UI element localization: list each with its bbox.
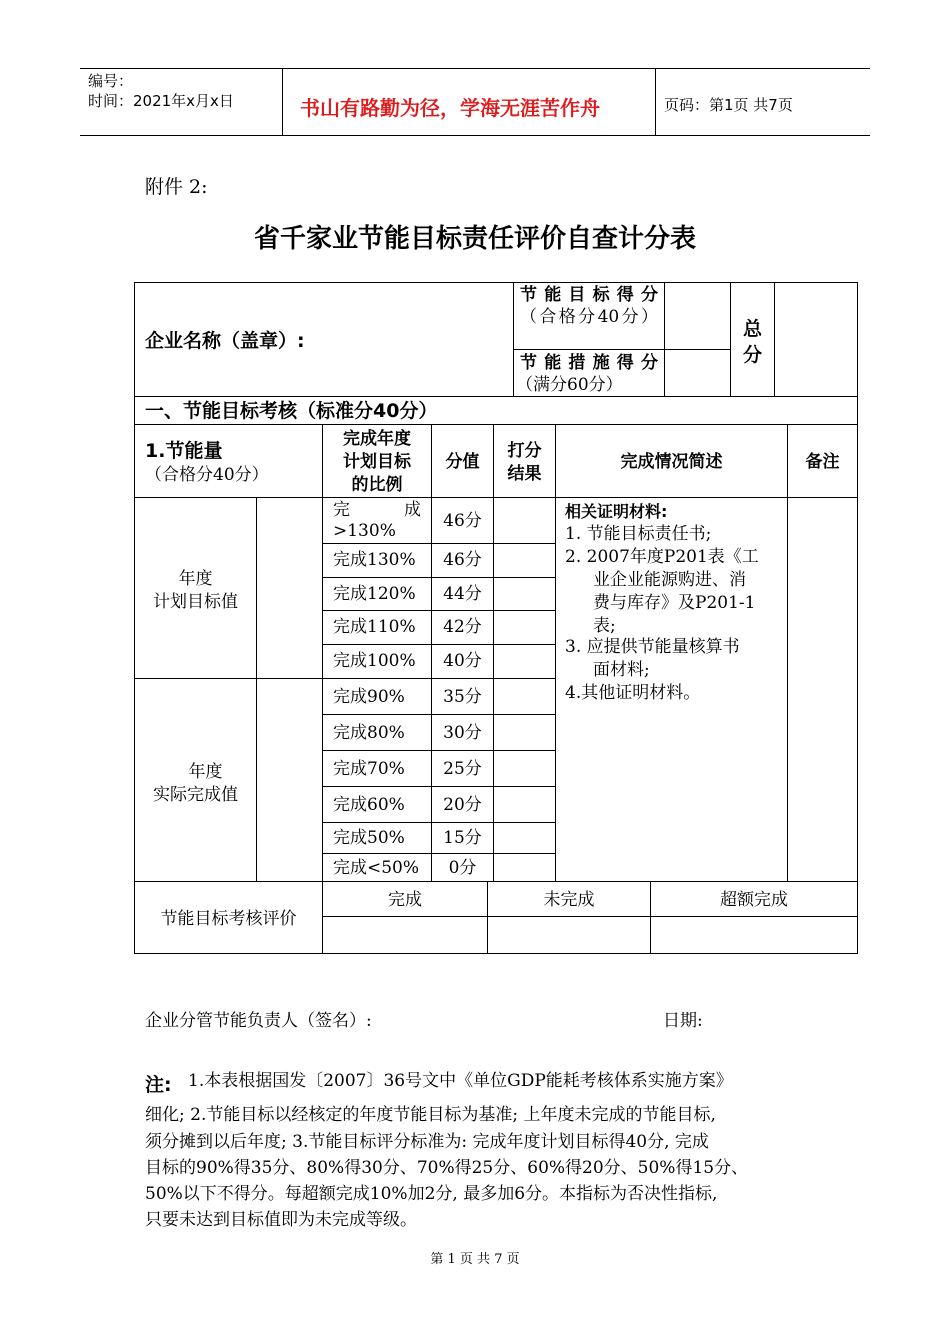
attachment-label: 附件 2: (145, 176, 208, 198)
total-label: 总 (742, 318, 762, 340)
document-date: 时间：2021年x月x日 (88, 92, 234, 110)
ratio-cell: 成 (404, 500, 421, 520)
grid-line (787, 424, 788, 881)
company-name-label: 企业名称（盖章）: (145, 330, 305, 352)
group-label: 实际完成值 (153, 785, 238, 805)
col-ratio-header: 计划目标 (343, 452, 411, 472)
col-result-header: 结果 (507, 464, 542, 484)
col-result-header: 打分 (507, 441, 542, 461)
total-label: 分 (742, 344, 762, 366)
grid-line (513, 349, 730, 350)
grid-line (322, 916, 857, 917)
evidence-line: 表; (593, 616, 616, 636)
header-divider (282, 68, 283, 136)
grid-line (322, 853, 555, 854)
score-cell: 40分 (443, 651, 482, 671)
score-cell: 15分 (443, 828, 482, 848)
table-border (857, 282, 858, 954)
grid-line (322, 714, 555, 715)
page-indicator: 页码：第1页 共7页 (664, 96, 793, 114)
date-label: 日期: (663, 1011, 703, 1031)
grid-line (322, 750, 555, 751)
ratio-cell: 完 (333, 500, 350, 520)
note-label: 注: (145, 1074, 172, 1096)
grid-line (322, 610, 555, 611)
grid-line (322, 678, 555, 679)
grid-line (322, 786, 555, 787)
col-ratio-header: 的比例 (351, 475, 403, 495)
ratio-cell: 完成70% (333, 759, 405, 779)
score-cell: 46分 (443, 550, 482, 570)
ratio-cell: 完成130% (333, 550, 416, 570)
grid-line (134, 424, 858, 425)
ratio-cell: 完成110% (333, 617, 416, 637)
grid-line (513, 282, 514, 396)
document-title: 省千家业节能目标责任评价自查计分表 (253, 224, 696, 254)
grid-line (774, 282, 775, 396)
score-cell: 46分 (443, 511, 482, 531)
evidence-title: 相关证明材料: (565, 502, 668, 521)
note-line: 50%以下不得分。每超额完成10%加2分, 最多加6分。本指标为否决性指标, (145, 1184, 718, 1204)
header-motto: 书山有路勤为径，学海无涯苦作舟 (300, 96, 600, 120)
item-subtitle: （合格分40分） (145, 465, 269, 485)
score-cell: 20分 (443, 795, 482, 815)
col-remark-header: 备注 (805, 452, 840, 472)
header-top-rule (80, 68, 870, 69)
evidence-line: 面材料; (593, 660, 650, 680)
note-line: 细化; 2.节能目标以经核定的年度节能目标为基准; 上年度未完成的节能目标, (145, 1105, 716, 1125)
col-desc-header: 完成情况简述 (620, 452, 723, 472)
ratio-cell: 完成120% (333, 584, 416, 604)
table-border (134, 282, 858, 283)
score-cell: 30分 (443, 723, 482, 743)
score-cell: 25分 (443, 759, 482, 779)
grid-line (134, 881, 858, 882)
col-score-header: 分值 (445, 452, 480, 472)
section-heading: 一、节能目标考核（标准分40分） (145, 400, 438, 422)
signature-label: 企业分管节能负责人（签名）: (145, 1011, 372, 1031)
ratio-cell: 完成50% (333, 828, 405, 848)
note-line: 1.本表根据国发〔2007〕36号文中《单位GDP能耗考核体系实施方案》 (188, 1071, 733, 1091)
ratio-cell: 完成100% (333, 651, 416, 671)
eval-undone-header: 未完成 (543, 890, 595, 910)
evidence-line: 费与库存》及P201-1 (593, 593, 756, 613)
document-number-label: 编号： (88, 72, 134, 90)
table-border (134, 282, 135, 954)
note-line: 目标的90%得35分、80%得30分、70%得25分、60%得20分、50%得15分、 (145, 1158, 749, 1178)
score-cell: 44分 (443, 584, 482, 604)
grid-line (322, 822, 555, 823)
evidence-line: 3. 应提供节能量核算书 (565, 637, 740, 657)
ratio-cell: 完成60% (333, 795, 405, 815)
evidence-line: 1. 节能目标责任书; (565, 524, 712, 544)
col-ratio-header: 完成年度 (343, 429, 411, 449)
eval-done-header: 完成 (388, 890, 422, 910)
eval-exceed-header: 超额完成 (720, 890, 788, 910)
item-title: 1.节能量 (145, 440, 223, 462)
header-bottom-rule (80, 135, 870, 136)
group-label: 年度 (178, 569, 213, 589)
evidence-line: 业企业能源购进、消 (593, 570, 746, 590)
grid-line (664, 282, 665, 396)
ratio-cell: >130% (333, 521, 396, 541)
score-cell: 42分 (443, 617, 482, 637)
measure-score-label: 节能措施得分 (520, 353, 658, 373)
target-score-label: 节能目标得分 (520, 285, 658, 305)
group-label: 计划目标值 (153, 592, 238, 612)
ratio-cell: 完成<50% (333, 858, 420, 878)
group-label: 年度 (188, 762, 223, 782)
grid-line (493, 424, 494, 881)
grid-line (322, 543, 555, 544)
evaluation-label: 节能目标考核评价 (160, 909, 297, 929)
evidence-line: 2. 2007年度P201表《工 (565, 547, 759, 567)
grid-line (322, 577, 555, 578)
grid-line (256, 497, 257, 881)
header-divider (655, 68, 656, 136)
grid-line (134, 678, 322, 679)
note-line: 只要未达到目标值即为未完成等级。 (145, 1210, 417, 1230)
grid-line (134, 497, 858, 498)
target-score-sub (520, 306, 658, 328)
grid-line (555, 424, 556, 881)
note-line: 须分摊到以后年度; 3.节能目标评分标准为: 完成年度计划目标得40分, 完成 (145, 1132, 709, 1152)
score-cell: 0分 (448, 858, 477, 878)
ratio-cell: 完成80% (333, 723, 405, 743)
ratio-cell: 完成90% (333, 687, 405, 707)
grid-line (134, 396, 858, 397)
score-cell: 35分 (443, 687, 482, 707)
grid-line (322, 644, 555, 645)
page-footer: 第 1 页 共 7 页 (430, 1252, 520, 1267)
table-border (134, 953, 858, 954)
measure-score-sub: （满分60分） (516, 375, 623, 395)
evidence-line: 4.其他证明材料。 (565, 683, 701, 703)
target-score-sub-text: （合格分40分） (520, 307, 658, 327)
